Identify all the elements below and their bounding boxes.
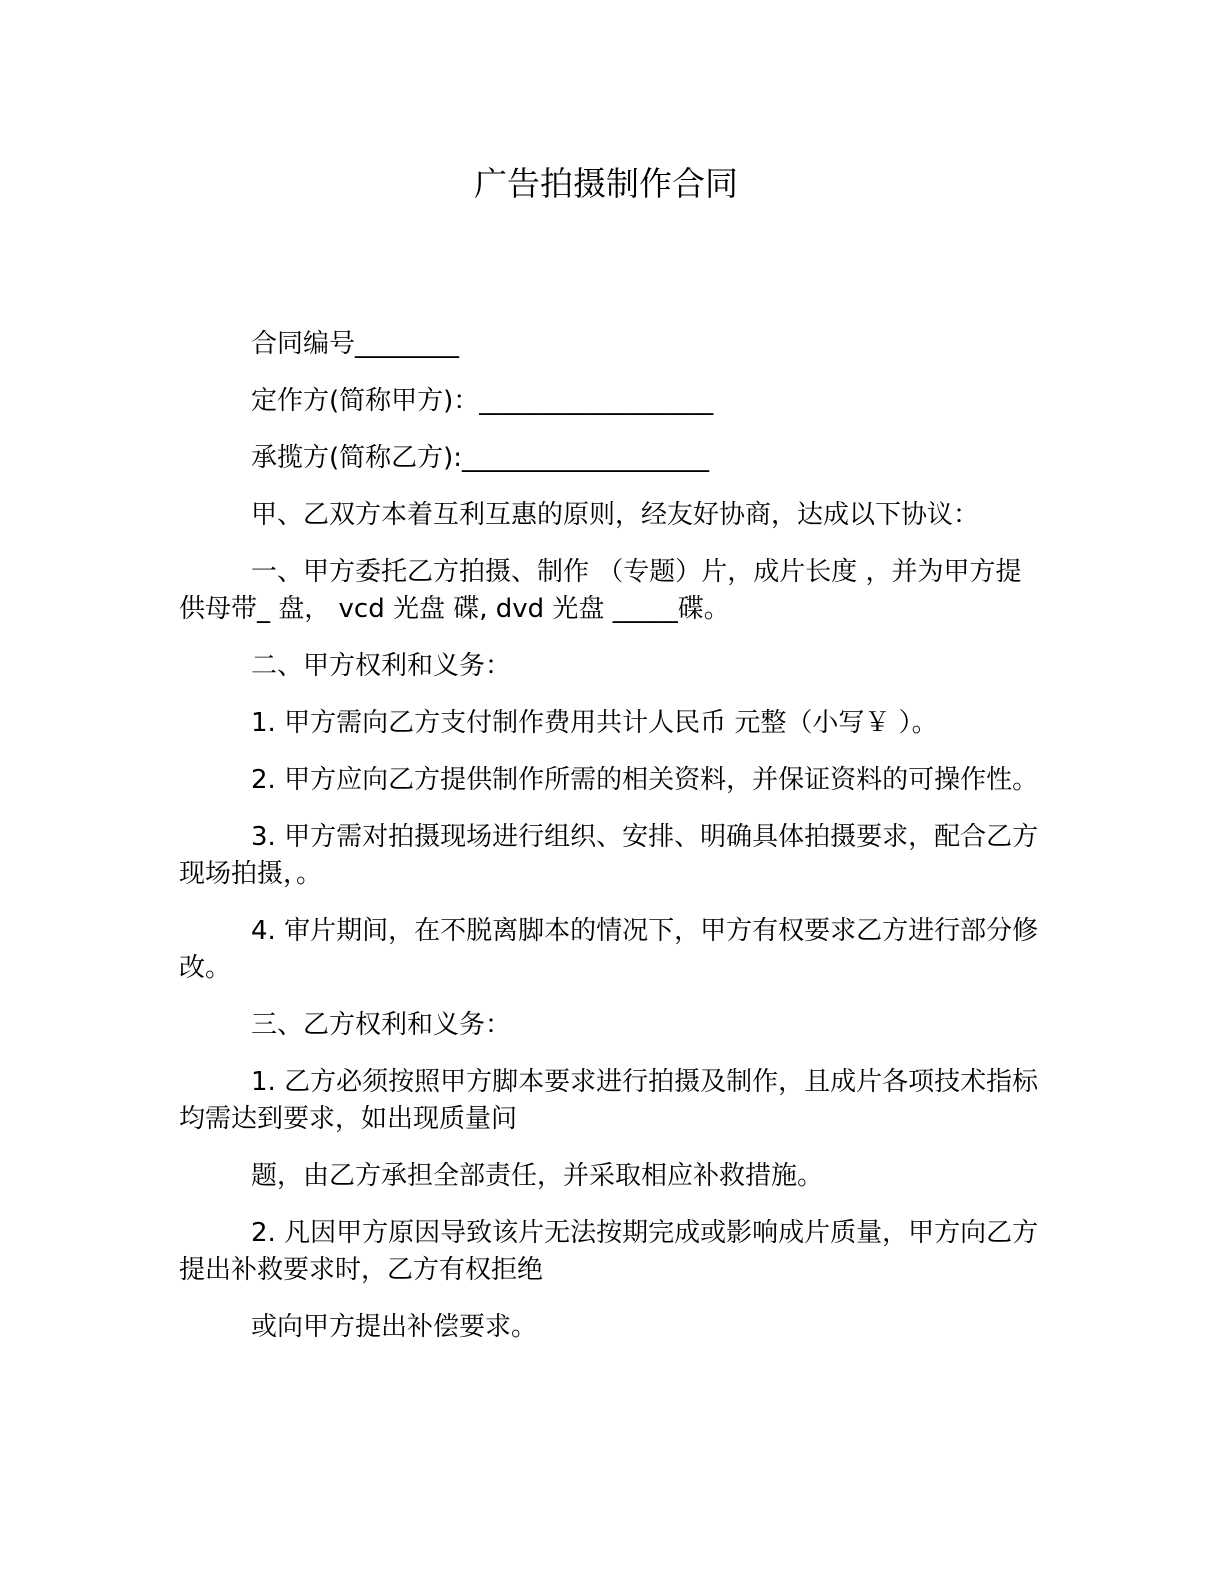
section-3-item-2-continued: 或向甲方提出补偿要求。 [251, 1312, 538, 1342]
party-a-line: 定作方(简称甲方)：__________________ [251, 386, 714, 416]
page-title: 广告拍摄制作合同 [474, 164, 738, 203]
section-2-item-4: 4. 审片期间，在不脱离脚本的情况下，甲方有权要求乙方进行部分修改。 [179, 916, 1039, 983]
section-3-item-1-continued: 题，由乙方承担全部责任，并采取相应补救措施。 [251, 1161, 824, 1191]
document-body [179, 326, 1039, 1366]
party-b-line: 承揽方(简称乙方):___________________ [251, 443, 710, 473]
section-3-item-2: 2. 凡因甲方原因导致该片无法按期完成或影响成片质量，甲方向乙方提出补救要求时，乙方有权拒绝 [179, 1218, 1039, 1285]
section-2-heading: 二、甲方权利和义务： [251, 651, 512, 681]
section-2-item-3: 3. 甲方需对拍摄现场进行组织、安排、明确具体拍摄要求，配合乙方现场拍摄，。 [179, 822, 1039, 889]
section-3-heading: 三、乙方权利和义务： [251, 1010, 512, 1040]
section-1-paragraph: 一、甲方委托乙方拍摄、制作 （专题）片，成片长度 ，并为甲方提供母带_ 盘， vcd 光盘 碟, dvd 光盘 _____碟。 [179, 557, 1022, 624]
contract-number-line: 合同编号________ [251, 329, 460, 359]
preamble-paragraph: 甲、乙双方本着互利互惠的原则，经友好协商，达成以下协议： [251, 500, 980, 530]
section-2-item-2: 2. 甲方应向乙方提供制作所需的相关资料，并保证资料的可操作性。 [251, 765, 1039, 795]
section-2-item-1: 1. 甲方需向乙方支付制作费用共计人民币 元整（小写￥ ）。 [251, 708, 938, 738]
section-3-item-1: 1. 乙方必须按照甲方脚本要求进行拍摄及制作，且成片各项技术指标均需达到要求，如出现质量问 [179, 1067, 1039, 1134]
